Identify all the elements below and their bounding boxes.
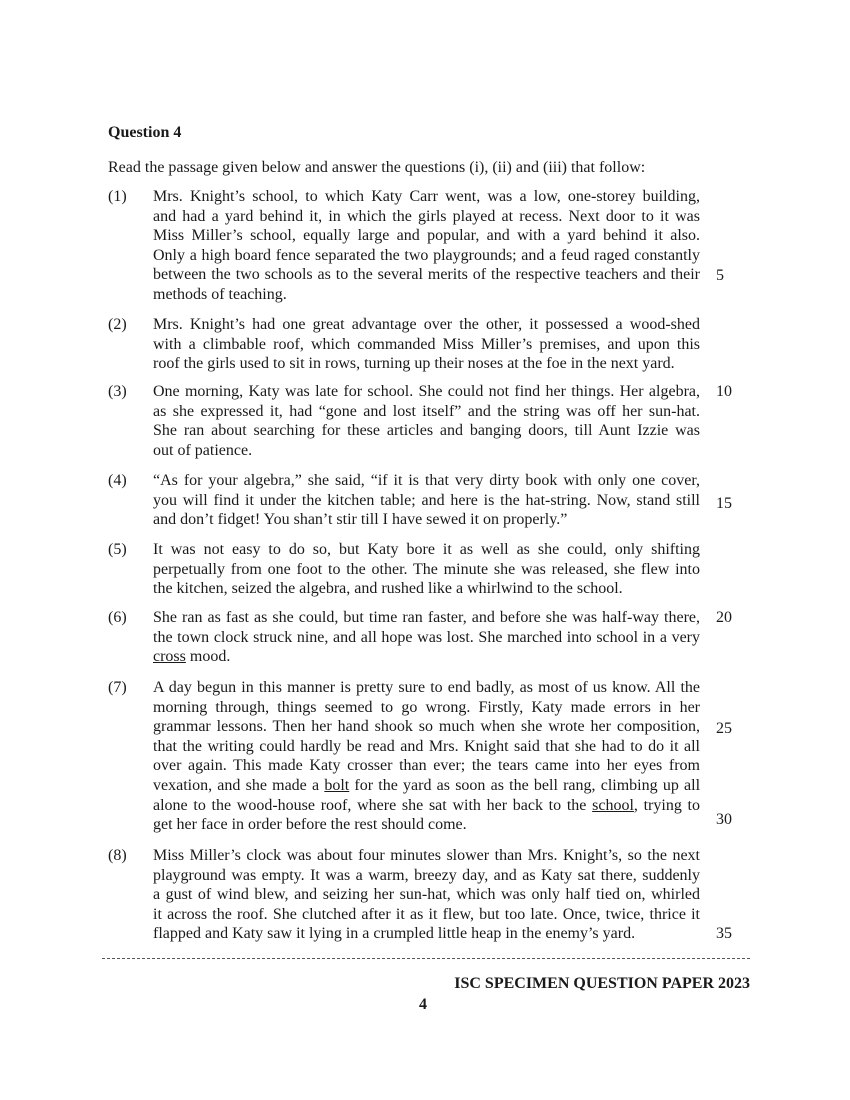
passage-line: It was not easy to do so, but Katy bore it as well as she could, only shifting (153, 541, 700, 558)
passage-line: Miss Miller’s clock was about four minutes slower than Mrs. Knight’s, so the next (153, 847, 700, 864)
passage-line: between the two schools as to the several merits of the respective teachers and their (153, 266, 700, 284)
passage-line: that the writing could hardly be read and Mrs. Knight said that she had to do it all (153, 737, 700, 755)
passage-line: a gust of wind blew, and seizing her sun-hat, which was only half tied on, whirled (153, 886, 700, 904)
footer-divider (102, 958, 750, 971)
paragraph-number: (4) (108, 472, 127, 489)
passage-line: over again. This made Katy crosser than ever; the tears came into her eyes from (153, 757, 700, 775)
passage-line (153, 647, 700, 667)
passage-line: with a climbable roof, which commanded Miss Miller’s premises, and upon this (153, 335, 700, 353)
passage-line-text: mood. (189, 648, 231, 666)
passage-line: playground was empty. It was a warm, breezy day, and as Katy sat there, suddenly (153, 866, 700, 884)
margin-line-number: 5 (716, 267, 724, 284)
margin-line-number: 30 (716, 811, 732, 828)
passage-line: She ran about searching for these articles and banging doors, till Aunt Izzie was (153, 422, 700, 440)
passage-line: as she expressed it, had “gone and lost itself” and the string was off her sun-hat. (153, 402, 700, 420)
paragraph-number: (6) (108, 609, 127, 626)
margin-line-number: 15 (716, 495, 732, 512)
passage-line: out of patience. (153, 441, 253, 459)
paragraph-number: (3) (108, 383, 127, 400)
paragraph-number: (5) (108, 541, 127, 558)
passage-line: you will find it under the kitchen table; and here is the hat-string. Now, stand still (153, 491, 700, 509)
margin-line-number: 10 (716, 383, 732, 400)
passage-line: grammar lessons. Then her hand shook so much when she wrote her composition, (153, 718, 700, 736)
passage-line (153, 796, 700, 816)
passage-line: the kitchen, seized the algebra, and rushed like a whirlwind to the school. (153, 580, 623, 598)
passage-line: get her face in order before the rest should come. (153, 816, 467, 834)
margin-line-number: 35 (716, 925, 732, 942)
paragraph-number: (1) (108, 188, 127, 205)
passage-line: “As for your algebra,” she said, “if it is that very dirty book with only one cover, (153, 472, 700, 489)
passage-line (153, 776, 700, 796)
passage-line-text: , trying to (633, 796, 700, 814)
paragraph-number: (2) (108, 316, 127, 333)
passage-line: Only a high board fence separated the two playgrounds; and a feud raged constantly (153, 246, 700, 264)
passage-line: and had a yard behind it, in which the girls played at recess. Next door to it was (153, 207, 700, 225)
margin-line-number: 25 (716, 720, 732, 737)
underlined-word-school: school (592, 796, 634, 814)
question-title: Question 4 (108, 124, 182, 141)
passage-line-text: for the yard as soon as the bell rang, climbing up all (354, 777, 701, 794)
paragraph-number: (8) (108, 847, 127, 864)
passage-line: flapped and Katy saw it lying in a crumpled little heap in the enemy’s yard. (153, 925, 636, 943)
passage-line: methods of teaching. (153, 286, 287, 303)
passage-line: Mrs. Knight’s school, to which Katy Carr went, was a low, one-storey building, (153, 188, 700, 205)
passage-line: it across the roof. She clutched after it as it flew, but too late. Once, twice, thrice it (153, 905, 700, 923)
passage-line: One morning, Katy was late for school. She could not find her things. Her algebra, (153, 383, 700, 400)
passage-line-text: alone to the wood-house roof, where she sat with her back to the (153, 796, 587, 814)
question-instructions: Read the passage given below and answer the questions (i), (ii) and (iii) that follow: (108, 159, 646, 176)
passage-line: roof the girls used to sit in rows, turning up their noses at the foe in the next yard. (153, 355, 675, 373)
passage-line: She ran as fast as she could, but time ran faster, and before she was half-way there, (153, 609, 700, 626)
passage-line: perpetually from one foot to the other. The minute she was released, she flew into (153, 560, 700, 578)
passage-line: morning through, things seemed to go wrong. Firstly, Katy made errors in her (153, 698, 700, 716)
underlined-word-cross: cross (153, 648, 186, 666)
page-number: 4 (419, 996, 427, 1013)
paragraph-number: (7) (108, 679, 127, 696)
footer-title: ISC SPECIMEN QUESTION PAPER 2023 (454, 975, 750, 992)
margin-line-number: 20 (716, 609, 732, 626)
passage-line: A day begun in this manner is pretty sure to end badly, as most of us know. All the (153, 679, 700, 696)
passage-line: Miss Miller’s school, equally large and popular, and with a yard behind it also. (153, 227, 700, 245)
passage-line-text: vexation, and she made a (153, 777, 320, 794)
underlined-word-bolt: bolt (324, 777, 350, 794)
passage-line: and don’t fidget! You shan’t stir till I have sewed it on properly.” (153, 511, 568, 529)
passage-line: the town clock struck nine, and all hope was lost. She marched into school in a very (153, 628, 700, 646)
passage-line: Mrs. Knight’s had one great advantage over the other, it possessed a wood-shed (153, 316, 700, 333)
